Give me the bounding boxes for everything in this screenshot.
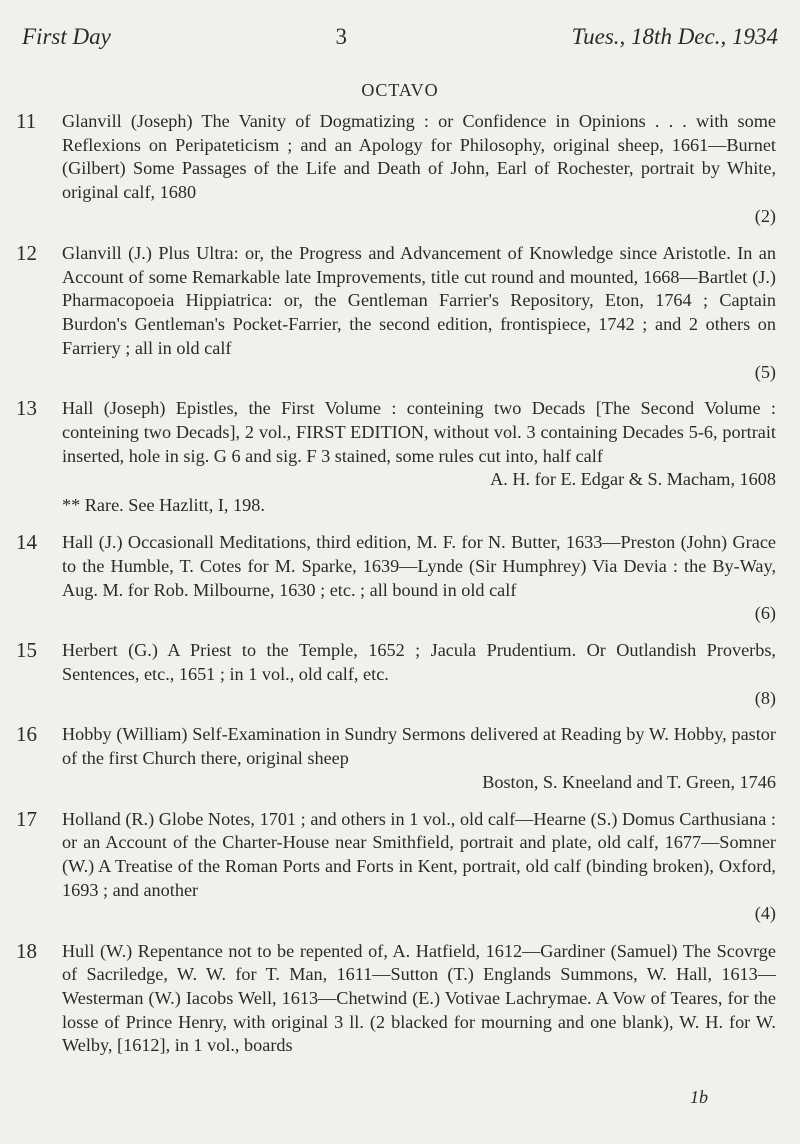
lot-entry	[16, 397, 776, 518]
lot-description: Herbert (G.) A Priest to the Temple, 1652 ; Jacula Prudentium. Or Outlandish Proverbs, Sentences, etc., 1651 ; in 1 vol., old calf, etc.	[62, 640, 776, 685]
lot-number: 13	[16, 396, 37, 421]
header-date: Tues., 18th Dec., 1934	[571, 24, 778, 49]
lot-description: Hall (Joseph) Epistles, the First Volume : conteining two Decads [The Second Volume : conteining two Decads], 2 vol., FIRST EDITION, without vol. 3 containing Decades 5-6, portrait inserted, hole in sig. G 6 and sig. F 3 stained, some rules cut into, half calf	[62, 398, 776, 466]
lot-entry	[16, 723, 776, 794]
section-title: OCTAVO	[361, 80, 439, 100]
lot-number: 15	[16, 638, 37, 663]
lot-number: 12	[16, 241, 37, 266]
lot-count: (6)	[754, 603, 776, 624]
signature-mark: 1b	[690, 1087, 708, 1107]
lot-imprint: Boston, S. Kneeland and T. Green, 1746	[482, 771, 776, 792]
lot-count: (5)	[754, 361, 776, 382]
lot-number: 18	[16, 938, 37, 963]
running-header	[22, 24, 778, 50]
lot-entry	[16, 242, 776, 384]
lot-note: ** Rare. See Hazlitt, I, 198.	[62, 494, 265, 515]
lot-description: Hull (W.) Repentance not to be repented of, A. Hatfield, 1612—Gardiner (Samuel) The Scovrge of Sacriledge, W. W. for T. Man, 1611—Sutton (T.) Englands Summons, W. Hall, 1613—Westerman (W.) Iacobs Well, 1613—Chetwind (E.) Votivae Lachrymae. A Vow of Teares, for the losse of Prince Henry, with original 3 ll. (2 blacked for mourning and one blank), W. H. for W. Welby, [1612], in 1 vol., boards	[62, 940, 776, 1056]
lot-count: (8)	[754, 687, 776, 708]
lot-entry	[16, 940, 776, 1059]
lot-entry	[16, 808, 776, 927]
lot-imprint: A. H. for E. Edgar & S. Macham, 1608	[490, 469, 776, 490]
lot-number: 11	[16, 109, 37, 133]
lot-description: Glanvill (J.) Plus Ultra: or, the Progress and Advancement of Knowledge since Aristotle. In an Account of some Remarkable late Improvements, title cut round and mounted, 1668—Bartlet (J.) Pharmacopoeia Hippiatrica: or, the Gentleman Farrier's Repository, Eton, 1764 ; Captain Burdon's Gentleman's Pocket-Farrier, the second edition, frontispiece, 1742 ; and 2 others on Farriery ; all in old calf	[62, 243, 776, 358]
lot-entry	[16, 639, 776, 710]
header-day: First Day	[22, 24, 111, 49]
lot-count: (2)	[754, 205, 776, 226]
lot-description: Hall (J.) Occasionall Meditations, third edition, M. F. for N. Butter, 1633—Preston (John) Grace to the Humble, T. Cotes for M. Sparke, 1639—Lynde (Sir Humphrey) Via Devia : the By-Way, Aug. M. for Rob. Milbourne, 1630 ; etc. ; all bound in old calf	[62, 532, 776, 600]
lot-description: Glanvill (Joseph) The Vanity of Dogmatizing : or Confidence in Opinions . . . with some Reflexions on Peripateticism ; and an Apology for Philosophy, original sheep, 1661—Burnet (Gilbert) Some Passages of the Life and Death of John, Earl of Rochester, portrait by White, original calf, 1680	[62, 111, 776, 203]
lot-description: Holland (R.) Globe Notes, 1701 ; and others in 1 vol., old calf—Hearne (S.) Domus Carthusiana : or an Account of the Charter-House near Smithfield, portrait and plate, old calf, 1677—Somner (W.) A Treatise of the Roman Ports and Forts in Kent, portrait, old calf (binding broken), Oxford, 1693 ; and another	[62, 808, 776, 900]
lot-entry	[16, 110, 776, 229]
lot-entry	[16, 531, 776, 626]
lot-number: 16	[16, 722, 37, 747]
lot-count: (4)	[754, 903, 776, 924]
lot-description: Hobby (William) Self-Examination in Sundry Sermons delivered at Reading by W. Hobby, pastor of the first Church there, original sheep	[62, 724, 776, 769]
page-number: 3	[335, 24, 347, 49]
lot-number: 14	[16, 530, 37, 555]
lot-number: 17	[16, 806, 37, 831]
